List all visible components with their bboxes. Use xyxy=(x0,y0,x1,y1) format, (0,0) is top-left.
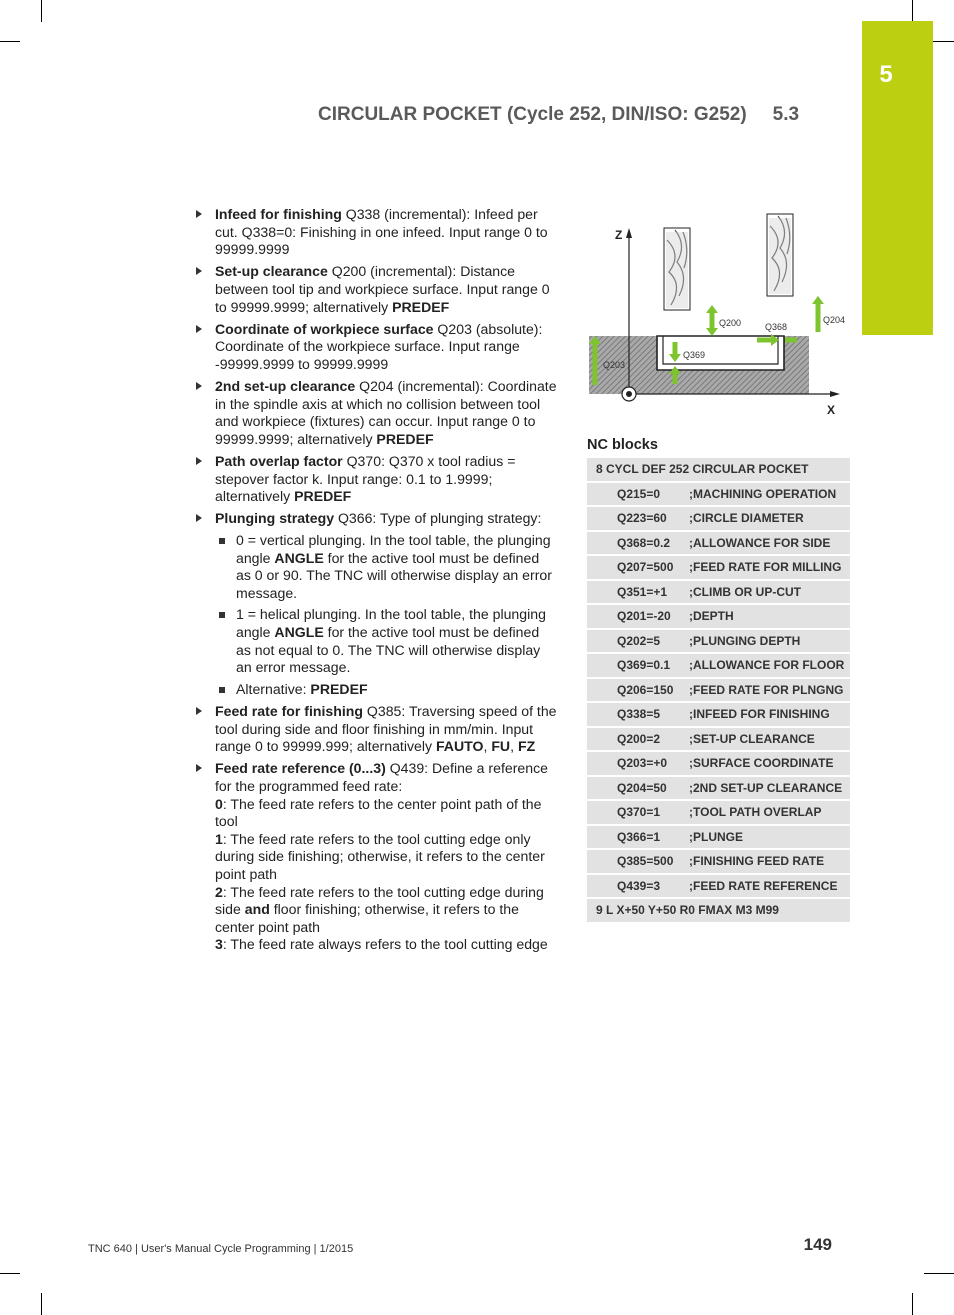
nc-comment: ;TOOL PATH OVERLAP xyxy=(685,800,850,825)
bullet-triangle-icon xyxy=(196,457,202,465)
nc-comment: ;CLIMB OR UP-CUT xyxy=(685,580,850,605)
param-desc: Q200 (incremental): Distance between tool tip and workpiece surface. Input range 0 to 99999.9999; alternatively xyxy=(215,263,550,315)
nc-comment: ;FEED RATE FOR MILLING xyxy=(685,555,850,580)
nc-comment: ;INFEED FOR FINISHING xyxy=(685,702,850,727)
nc-parameter: Q204=50 xyxy=(587,776,685,801)
nc-parameter: Q368=0.2 xyxy=(587,531,685,556)
nc-parameter: Q366=1 xyxy=(587,825,685,850)
table-row xyxy=(587,776,850,801)
nc-parameter: Q370=1 xyxy=(587,800,685,825)
q369-label: Q369 xyxy=(683,350,706,360)
nc-comment: ;SURFACE COORDINATE xyxy=(685,751,850,776)
q204-label: Q204 xyxy=(823,315,846,325)
tool-right xyxy=(767,214,793,296)
table-row xyxy=(587,849,850,874)
nc-parameter: Q201=-20 xyxy=(587,604,685,629)
arrow-q200 xyxy=(706,305,741,336)
param-desc: Q203 (absolute): Coordinate of the workpiece surface. Input range -99999.9999 to 99999.9999 xyxy=(215,320,543,372)
param-2nd-setup-clearance xyxy=(195,378,557,448)
table-row xyxy=(587,825,850,850)
crop-mark xyxy=(41,0,42,22)
table-row xyxy=(587,727,850,752)
nc-parameter: Q206=150 xyxy=(587,678,685,703)
table-row xyxy=(587,629,850,654)
section-title: CIRCULAR POCKET (Cycle 252, DIN/ISO: G252) xyxy=(318,104,747,125)
table-row xyxy=(587,678,850,703)
table-row xyxy=(587,800,850,825)
table-row xyxy=(587,702,850,727)
param-name: Coordinate of workpiece surface xyxy=(215,320,434,337)
crop-mark xyxy=(912,1293,913,1315)
plunging-option: Alternative: PREDEF xyxy=(215,681,557,699)
nc-parameter: Q223=60 xyxy=(587,506,685,531)
table-row xyxy=(587,604,850,629)
nc-parameter: Q203=+0 xyxy=(587,751,685,776)
plunging-option: 1 = helical plunging. In the tool table, the plunging angle ANGLE for the active tool must be defined as not equal to 0. The TNC will otherwise display an error message. xyxy=(215,606,557,676)
param-setup-clearance xyxy=(195,263,557,316)
bullet-square-icon xyxy=(219,612,225,618)
nc-parameter: Q439=3 xyxy=(587,874,685,899)
param-predef: PREDEF xyxy=(376,430,434,447)
param-name: Feed rate reference (0...3) xyxy=(215,760,386,777)
nc-comment: ;DEPTH xyxy=(685,604,850,629)
nc-comment: ;ALLOWANCE FOR SIDE xyxy=(685,531,850,556)
datum-symbol xyxy=(622,387,636,401)
parameter-list xyxy=(195,206,557,959)
param-name: Path overlap factor xyxy=(215,453,343,470)
section-header xyxy=(318,104,838,126)
table-row xyxy=(587,458,850,482)
nc-blocks-title: NC blocks xyxy=(587,437,658,453)
bullet-triangle-icon xyxy=(196,707,202,715)
crop-mark xyxy=(0,41,20,42)
crop-mark xyxy=(924,1273,954,1274)
nc-comment: ;FINISHING FEED RATE xyxy=(685,849,850,874)
nc-comment: ;MACHINING OPERATION xyxy=(685,482,850,507)
nc-parameter: Q207=500 xyxy=(587,555,685,580)
table-row xyxy=(587,531,850,556)
param-feed-finishing: Feed rate for finishing Q385: Traversing speed of the tool during side and floor finishing in mm/min. Input range 0 to 99999.999; alternatively FAUTO, FU, FZ xyxy=(195,703,557,756)
chapter-number: 5 xyxy=(879,61,893,88)
table-row xyxy=(587,751,850,776)
table-row xyxy=(587,555,850,580)
nc-parameter: Q369=0.1 xyxy=(587,653,685,678)
plunging-option: 0 = vertical plunging. In the tool table, the plunging angle ANGLE for the active tool must be defined as 0 or 90. The TNC will otherwise display an error message. xyxy=(215,532,557,602)
param-desc: Q204 (incremental): Coordinate in the spindle axis at which no collision between tool and workpiece (fixtures) can occur. Input range 0 to 99999.9999; alternatively xyxy=(215,378,557,447)
table-row xyxy=(587,580,850,605)
param-surface-coordinate xyxy=(195,321,557,374)
bullet-triangle-icon xyxy=(196,514,202,522)
bullet-triangle-icon xyxy=(196,210,202,218)
footer-text: TNC 640 | User's Manual Cycle Programming | 1/2015 xyxy=(88,1243,354,1255)
bullet-square-icon xyxy=(219,538,225,544)
nc-first-line: 8 CYCL DEF 252 CIRCULAR POCKET xyxy=(587,458,850,482)
bullet-triangle-icon xyxy=(196,382,202,390)
table-row xyxy=(587,898,850,923)
nc-parameter: Q338=5 xyxy=(587,702,685,727)
table-row xyxy=(587,653,850,678)
axis-x-label: X xyxy=(827,403,836,417)
nc-comment: ;SET-UP CLEARANCE xyxy=(685,727,850,752)
table-row xyxy=(587,482,850,507)
param-name: 2nd set-up clearance xyxy=(215,378,356,395)
nc-comment: ;2ND SET-UP CLEARANCE xyxy=(685,776,850,801)
param-name: Plunging strategy xyxy=(215,510,335,527)
nc-parameter: Q200=2 xyxy=(587,727,685,752)
param-infeed-finishing xyxy=(195,206,557,259)
crop-mark xyxy=(912,0,913,22)
param-plunging-strategy xyxy=(195,510,557,698)
param-predef: PREDEF xyxy=(392,298,450,315)
nc-comment: ;ALLOWANCE FOR FLOOR xyxy=(685,653,850,678)
axis-z-label: Z xyxy=(615,228,623,242)
nc-parameter: Q351=+1 xyxy=(587,580,685,605)
q368-label: Q368 xyxy=(765,322,788,332)
nc-parameter: Q202=5 xyxy=(587,629,685,654)
nc-blocks-table xyxy=(587,458,850,924)
tool-left xyxy=(664,228,690,310)
nc-last-line: 9 L X+50 Y+50 R0 FMAX M3 M99 xyxy=(587,898,850,923)
chapter-tab xyxy=(862,21,933,335)
q200-label: Q200 xyxy=(719,318,742,328)
table-row xyxy=(587,874,850,899)
nc-comment: ;PLUNGING DEPTH xyxy=(685,629,850,654)
bullet-triangle-icon xyxy=(196,764,202,772)
bullet-triangle-icon xyxy=(196,267,202,275)
param-desc: Q338 (incremental): Infeed per cut. Q338=0: Finishing in one infeed. Input range 0 to 99999.9999 xyxy=(215,206,548,258)
bullet-square-icon xyxy=(219,687,225,693)
q203-label: Q203 xyxy=(603,360,626,370)
param-path-overlap xyxy=(195,453,557,506)
nc-comment: ;PLUNGE xyxy=(685,825,850,850)
param-desc: Q366: Type of plunging strategy: xyxy=(334,510,542,527)
table-row xyxy=(587,506,850,531)
nc-parameter: Q215=0 xyxy=(587,482,685,507)
section-number: 5.3 xyxy=(772,104,800,125)
bullet-triangle-icon xyxy=(196,325,202,333)
nc-comment: ;CIRCLE DIAMETER xyxy=(685,506,850,531)
nc-comment: ;FEED RATE REFERENCE xyxy=(685,874,850,899)
pocket-diagram xyxy=(587,210,850,420)
param-name: Set-up clearance xyxy=(215,263,328,280)
nc-comment: ;FEED RATE FOR PLNGNG xyxy=(685,678,850,703)
crop-mark xyxy=(0,1273,20,1274)
param-feed-reference: Feed rate reference (0...3) Q439: Define a reference for the programmed feed rate: 0: The feed rate refers to the center point path of the tool 1: The feed rate refers to the tool cutting edge only during side finishing; otherwise, it refers to the center point path 2: The feed rate refers to the tool cutting edge during side and floor finishing; otherwise, it refers to the center point path 3: The feed rate always refers to the tool cutting edge xyxy=(195,760,557,954)
param-predef: PREDEF xyxy=(294,488,352,505)
param-desc: Q370: Q370 x tool radius = stepover factor k. Input range: 0.1 to 1.9999; alternatively xyxy=(215,453,516,505)
crop-mark xyxy=(41,1293,42,1315)
x-axis xyxy=(629,391,840,417)
param-name: Infeed for finishing xyxy=(215,206,342,222)
param-name: Feed rate for finishing xyxy=(215,703,363,719)
page-number: 149 xyxy=(803,1235,832,1254)
arrow-q204 xyxy=(812,296,845,332)
nc-parameter: Q385=500 xyxy=(587,849,685,874)
